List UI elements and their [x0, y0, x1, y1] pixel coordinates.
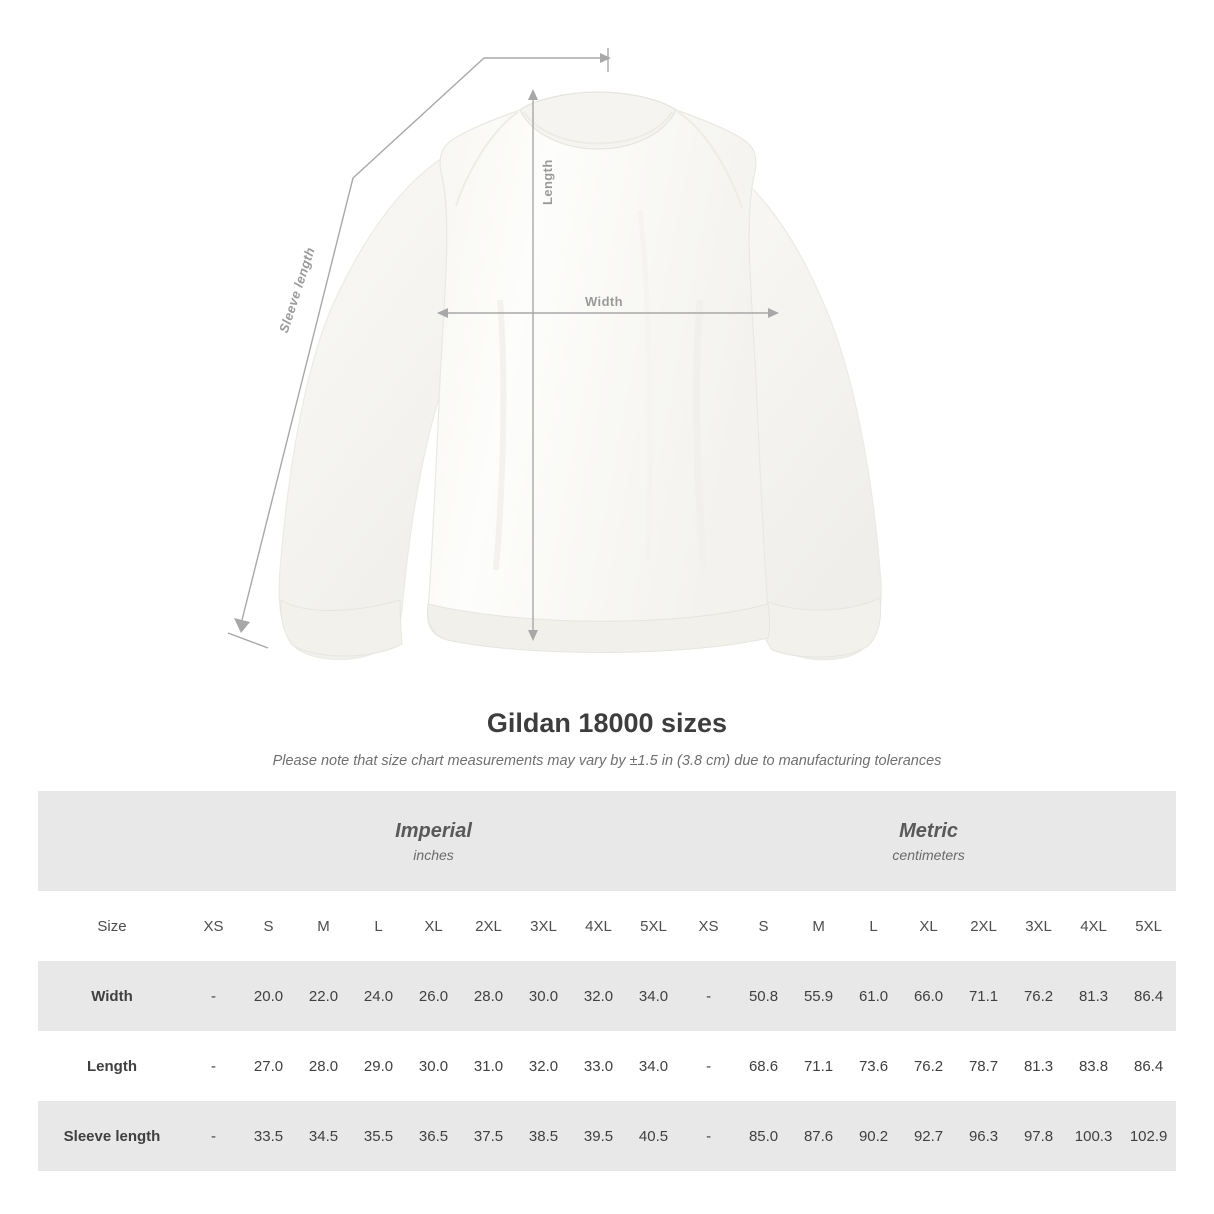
table-cell: 96.3	[956, 1101, 1011, 1171]
table-cell: 34.5	[296, 1101, 351, 1171]
system-unit-metric: centimeters	[892, 847, 965, 863]
table-cell: 73.6	[858, 1057, 889, 1075]
table-cell: 28.0	[308, 1057, 339, 1075]
table-cell: -	[186, 1101, 241, 1171]
column-header: 4XL	[1066, 891, 1121, 961]
table-cell: 39.5	[571, 1101, 626, 1171]
title-block	[0, 708, 1214, 769]
table-cell: 83.8	[1078, 1057, 1109, 1075]
table-cell: -	[706, 1057, 712, 1075]
table-cell: 24.0	[351, 961, 406, 1031]
table-cell: 32.0	[528, 1057, 559, 1075]
column-header: L	[351, 891, 406, 961]
column-header: M	[296, 891, 351, 961]
table-cell: 55.9	[791, 961, 846, 1031]
table-cell: 92.7	[901, 1101, 956, 1171]
table-cell: 28.0	[461, 961, 516, 1031]
table-cell: 76.2	[1011, 961, 1066, 1031]
row-label-width: Width	[38, 961, 186, 1031]
table-cell: 27.0	[253, 1057, 284, 1075]
table-cell: 81.3	[1023, 1057, 1054, 1075]
table-cell: 35.5	[351, 1101, 406, 1171]
table-cell: 71.1	[956, 961, 1011, 1031]
table-cell: 76.2	[913, 1057, 944, 1075]
table-cell: 26.0	[406, 961, 461, 1031]
table-cell: 66.0	[901, 961, 956, 1031]
table-cell: 102.9	[1121, 1101, 1176, 1171]
system-header-row	[38, 791, 1176, 891]
table-row	[38, 1031, 1176, 1101]
table-cell: 33.0	[583, 1057, 614, 1075]
length-dimension-label: Length	[540, 159, 555, 205]
table-cell: 90.2	[846, 1101, 901, 1171]
table-cell: 38.5	[516, 1101, 571, 1171]
table-cell: 37.5	[461, 1101, 516, 1171]
table-cell: 34.0	[626, 961, 681, 1031]
system-header-imperial	[186, 791, 681, 891]
column-header: XL	[901, 891, 956, 961]
table-cell: 50.8	[736, 961, 791, 1031]
table-cell: 87.6	[791, 1101, 846, 1171]
page-title: Gildan 18000 sizes	[486, 708, 728, 738]
table-cell: 78.7	[968, 1057, 999, 1075]
system-header-spacer	[38, 791, 186, 891]
table-cell: 32.0	[571, 961, 626, 1031]
table-cell: 22.0	[296, 961, 351, 1031]
column-header: L	[846, 891, 901, 961]
row-label-sleeve-length: Sleeve length	[38, 1101, 186, 1171]
table-cell: -	[681, 1101, 736, 1171]
width-dimension-label: Width	[585, 294, 623, 309]
table-cell: 30.0	[516, 961, 571, 1031]
column-header: XL	[406, 891, 461, 961]
sweatshirt-body	[428, 110, 769, 651]
sleeve-length-dimension-label: Sleeve length	[276, 245, 318, 335]
table-cell: 31.0	[473, 1057, 504, 1075]
table-cell: 20.0	[241, 961, 296, 1031]
column-header: 3XL	[1011, 891, 1066, 961]
table-cell: 61.0	[846, 961, 901, 1031]
table-cell: 86.4	[1134, 1057, 1164, 1075]
column-header: 5XL	[626, 891, 681, 961]
table-cell: 100.3	[1066, 1101, 1121, 1171]
size-header-label: Size	[38, 891, 186, 961]
table-cell: 85.0	[736, 1101, 791, 1171]
table-cell: -	[681, 961, 736, 1031]
column-header: M	[791, 891, 846, 961]
column-header: 2XL	[461, 891, 516, 961]
table-row	[38, 961, 1176, 1031]
table-cell: 30.0	[418, 1057, 449, 1075]
system-name-imperial: Imperial	[395, 820, 472, 842]
table-row	[38, 1101, 1176, 1171]
column-header: 3XL	[516, 891, 571, 961]
table-cell: 97.8	[1011, 1101, 1066, 1171]
column-header: XS	[681, 891, 736, 961]
table-cell: 36.5	[406, 1101, 461, 1171]
table-cell: 81.3	[1066, 961, 1121, 1031]
size-chart-table-wrap	[0, 791, 1214, 1171]
column-header: S	[241, 891, 296, 961]
table-cell: 71.1	[803, 1057, 834, 1075]
tolerance-note: Please note that size chart measurements may vary by ±1.5 in (3.8 cm) due to manufacturing tolerances	[272, 753, 942, 769]
system-unit-imperial: inches	[413, 847, 454, 863]
column-header: 2XL	[956, 891, 1011, 961]
table-cell: 86.4	[1121, 961, 1176, 1031]
size-header-row	[38, 891, 1176, 961]
size-chart-table	[38, 791, 1176, 1171]
column-header: 5XL	[1121, 891, 1176, 961]
system-name-metric: Metric	[899, 820, 959, 842]
table-cell: 40.5	[626, 1101, 681, 1171]
system-header-metric	[681, 791, 1176, 891]
column-header: 4XL	[571, 891, 626, 961]
table-cell: -	[186, 961, 241, 1031]
table-cell: -	[211, 1057, 216, 1075]
table-cell: 68.6	[748, 1057, 779, 1075]
column-header: S	[736, 891, 791, 961]
column-header: XS	[186, 891, 241, 961]
table-cell: 34.0	[638, 1057, 669, 1075]
row-label-length: Length	[87, 1057, 137, 1075]
table-cell: 29.0	[363, 1057, 394, 1075]
table-cell: 33.5	[241, 1101, 296, 1171]
